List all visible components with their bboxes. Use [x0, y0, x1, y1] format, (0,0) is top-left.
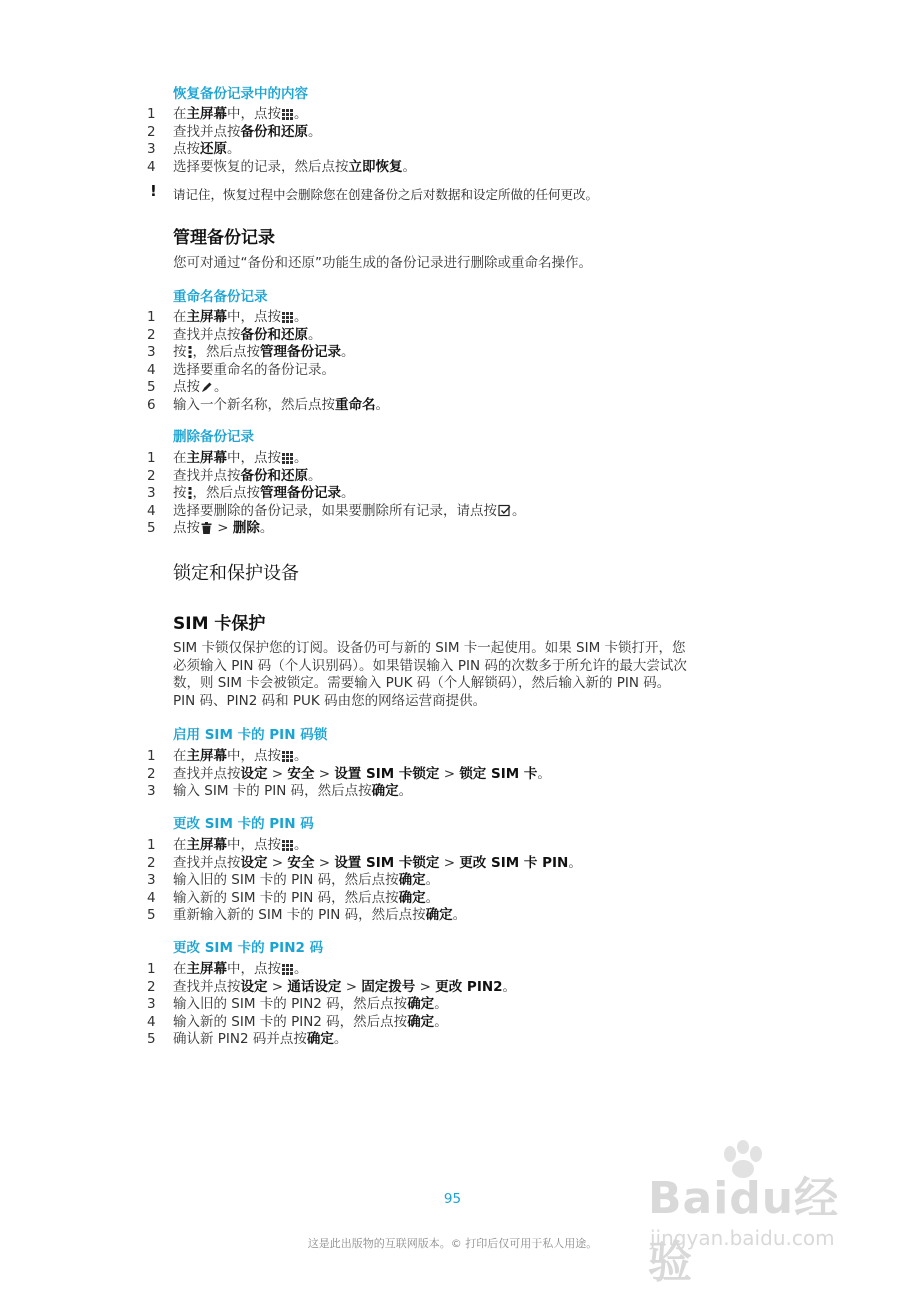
- step-text: >: [314, 765, 335, 782]
- step-bold-text: 备份和还原: [240, 326, 308, 343]
- step-number: 2: [147, 467, 156, 484]
- step-text: >: [415, 978, 436, 995]
- sim-protection-heading: SIM 卡保护: [173, 614, 266, 634]
- step-text: 在: [173, 450, 187, 466]
- step-text: 点按: [173, 379, 200, 395]
- step-text: 查找并点按: [173, 326, 241, 343]
- step-bold-text: 安全: [287, 854, 315, 871]
- step-bold-text: 确定: [398, 872, 426, 888]
- step-bold-text: 安全: [287, 765, 315, 782]
- step-bold-text: 确定: [407, 996, 435, 1012]
- step-text: 。: [425, 872, 440, 888]
- step-text: 中，点按: [227, 106, 281, 122]
- paragraph-line: 必须输入 PIN 码（个人识别码）。如果错误输入 PIN 码的次数多于所允许的最大尝试次: [173, 657, 687, 674]
- step-text: 。: [227, 141, 241, 157]
- page-number: 95: [443, 1191, 462, 1207]
- step-text: >: [439, 765, 460, 782]
- step-text: 。: [341, 485, 355, 501]
- step-number: 1: [147, 837, 156, 853]
- step-text: 。: [434, 1013, 448, 1030]
- step-text: 在: [173, 106, 187, 122]
- step-number: 1: [147, 450, 156, 466]
- step-text: 。: [425, 889, 440, 906]
- step-text: 。: [294, 961, 308, 977]
- enable-pin-heading: 启用 SIM 卡的 PIN 码锁: [173, 727, 328, 743]
- step-number: 4: [147, 502, 156, 519]
- step-number: 2: [147, 326, 156, 343]
- apps-grid-icon: [282, 751, 293, 762]
- step-number: 1: [147, 309, 156, 325]
- step-text: 查找并点按: [173, 854, 241, 871]
- menu-dots-icon: [188, 346, 192, 358]
- step-number: 5: [147, 907, 156, 923]
- step-text: >: [267, 765, 288, 782]
- paragraph-line: 数，则 SIM 卡会被锁定。需要输入 PUK 码（个人解锁码），然后输入新的 PIN 码。: [173, 675, 671, 691]
- manage-description: 您可对通过“备份和还原”功能生成的备份记录进行删除或重命名操作。: [173, 255, 592, 271]
- step-text: 。: [512, 502, 526, 519]
- step-number: 2: [147, 978, 156, 995]
- step-text: 在: [173, 961, 187, 977]
- restore-note: 请记住，恢复过程中会删除您在创建备份之后对数据和设定所做的任何更改。: [173, 187, 599, 202]
- step-bold-text: 确定: [371, 783, 399, 799]
- step-bold-text: 主屏幕: [186, 837, 227, 853]
- step-text: >: [314, 854, 335, 871]
- warning-icon: !: [150, 182, 157, 200]
- delete-heading: 删除备份记录: [173, 429, 254, 445]
- step-text: >: [439, 854, 460, 871]
- step-number: 1: [147, 106, 156, 122]
- step-bold-text: 锁定 SIM 卡: [459, 765, 538, 782]
- rename-heading: 重命名备份记录: [173, 289, 268, 305]
- step-text: 中，点按: [227, 837, 281, 853]
- step-text: >: [267, 978, 288, 995]
- step-text: 重新输入新的 SIM 卡的 PIN 码，然后点按: [173, 907, 426, 923]
- step-text: 。: [537, 765, 551, 782]
- step-bold-text: 确定: [398, 889, 426, 906]
- lock-protect-heading: 锁定和保护设备: [173, 563, 299, 584]
- step-text: 。: [452, 907, 467, 923]
- apps-grid-icon: [282, 840, 293, 851]
- step-number: 3: [147, 141, 156, 157]
- baidu-logo: Baidu经验: [648, 1173, 840, 1288]
- step-bold-text: 设置 SIM 卡锁定: [334, 765, 440, 782]
- step-text: 。: [259, 520, 274, 536]
- step-text: 按: [173, 344, 187, 360]
- step-bold-text: 设定: [240, 765, 268, 782]
- change-pin-heading: 更改 SIM 卡的 PIN 码: [173, 816, 314, 832]
- apps-grid-icon: [282, 453, 293, 464]
- step-number: 3: [147, 872, 156, 888]
- step-number: 5: [147, 379, 156, 395]
- step-text: 。: [294, 309, 308, 325]
- baidu-url: jingyan.baidu.com: [650, 1226, 835, 1250]
- step-text: 。: [341, 344, 355, 360]
- step-text: 在: [173, 309, 187, 325]
- step-bold-text: 固定拨号: [361, 978, 416, 995]
- step-bold-text: 管理备份记录: [260, 344, 341, 360]
- step-text: 输入 SIM 卡的 PIN 码，然后点按: [173, 783, 372, 799]
- sim-protection-paragraph: [173, 640, 773, 710]
- step-text: 在: [173, 837, 187, 853]
- step-text: 。: [308, 123, 322, 140]
- manage-heading: 管理备份记录: [173, 228, 275, 248]
- step-number: 2: [147, 123, 156, 140]
- step-bold-text: 设定: [240, 854, 268, 871]
- step-number: 4: [147, 158, 156, 175]
- step-text: 。: [294, 837, 308, 853]
- paragraph-line: SIM 卡锁仅保护您的订阅。设备仍可与新的 SIM 卡一起使用。如果 SIM 卡锁打开，您: [173, 640, 686, 656]
- step-text: 输入旧的 SIM 卡的 PIN2 码，然后点按: [173, 996, 408, 1012]
- step-text: 查找并点按: [173, 123, 241, 140]
- change-pin2-heading: 更改 SIM 卡的 PIN2 码: [173, 940, 324, 956]
- step-bold-text: 更改 PIN2: [435, 978, 503, 995]
- step-text: 。: [214, 379, 228, 395]
- step-text: 。: [294, 450, 308, 466]
- step-bold-text: 更改 SIM 卡 PIN: [459, 854, 569, 871]
- step-text: 查找并点按: [173, 765, 241, 782]
- step-text: 中，点按: [227, 450, 281, 466]
- step-text: 。: [434, 996, 448, 1012]
- step-number: 5: [147, 1031, 156, 1047]
- step-text: 点按: [173, 141, 200, 157]
- footer-note: 这是此出版物的互联网版本。© 打印后仅可用于私人用途。: [307, 1237, 598, 1250]
- step-text: 查找并点按: [173, 467, 241, 484]
- step-bold-text: 还原: [200, 141, 227, 157]
- step-text: 选择要删除的备份记录，如果要删除所有记录，请点按: [173, 502, 497, 519]
- step-bold-text: 重命名: [335, 396, 376, 413]
- step-number: 4: [147, 889, 156, 906]
- step-text: 选择要重命名的备份记录。: [173, 361, 335, 378]
- step-text: >: [267, 854, 288, 871]
- step-bold-text: 设置 SIM 卡锁定: [334, 854, 440, 871]
- step-bold-text: 主屏幕: [186, 309, 227, 325]
- step-bold-text: 主屏幕: [186, 106, 227, 122]
- step-text: 。: [398, 783, 413, 799]
- step-bold-text: 备份和还原: [240, 467, 308, 484]
- step-text: 查找并点按: [173, 978, 241, 995]
- step-text: 中，点按: [227, 748, 281, 764]
- restore-heading: 恢复备份记录中的内容: [173, 86, 308, 102]
- step-number: 3: [147, 485, 156, 501]
- step-number: 4: [147, 361, 156, 378]
- paragraph-line: PIN 码、PIN2 码和 PUK 码由您的网络运营商提供。: [173, 692, 487, 709]
- step-number: 3: [147, 344, 156, 360]
- step-text: 。: [333, 1031, 348, 1047]
- step-number: 1: [147, 961, 156, 977]
- step-text: 选择要恢复的记录，然后点按: [173, 158, 349, 175]
- step-number: 5: [147, 520, 156, 536]
- step-text: 中，点按: [227, 309, 281, 325]
- step-bold-text: 立即恢复: [348, 158, 403, 175]
- step-text: 输入一个新名称，然后点按: [173, 396, 335, 413]
- step-text: 输入新的 SIM 卡的 PIN2 码，然后点按: [173, 1013, 408, 1030]
- step-text: 确认新 PIN2 码并点按: [173, 1031, 307, 1047]
- apps-grid-icon: [282, 964, 293, 975]
- step-bold-text: 主屏幕: [186, 748, 227, 764]
- step-number: 1: [147, 748, 156, 764]
- step-bold-text: 通话设定: [287, 978, 342, 995]
- step-text: 。: [502, 978, 517, 995]
- step-text: 。: [402, 158, 416, 175]
- step-text: >: [341, 978, 362, 995]
- step-text: 输入新的 SIM 卡的 PIN 码，然后点按: [173, 889, 399, 906]
- trash-icon: [201, 522, 212, 534]
- step-text: 。: [294, 748, 308, 764]
- step-number: 3: [147, 996, 156, 1012]
- step-number: 6: [147, 396, 156, 413]
- step-text: 中，点按: [227, 961, 281, 977]
- step-text: 。: [308, 467, 322, 484]
- step-text: 在: [173, 748, 187, 764]
- step-bold-text: 主屏幕: [186, 961, 227, 977]
- step-text: >: [213, 520, 233, 536]
- step-text: 。: [308, 326, 322, 343]
- step-bold-text: 确定: [306, 1031, 334, 1047]
- step-bold-text: 确定: [407, 1013, 435, 1030]
- select-all-checkbox-icon: [498, 504, 511, 517]
- step-bold-text: 备份和还原: [240, 123, 308, 140]
- step-text: 。: [375, 396, 389, 413]
- apps-grid-icon: [282, 109, 293, 120]
- step-bold-text: 管理备份记录: [260, 485, 341, 501]
- step-text: 。: [568, 854, 582, 871]
- step-text: ，然后点按: [192, 344, 260, 360]
- step-text: ，然后点按: [192, 485, 260, 501]
- edit-pencil-icon: [201, 381, 213, 393]
- step-number: 2: [147, 854, 156, 871]
- step-text: 。: [294, 106, 308, 122]
- step-text: 点按: [173, 520, 200, 536]
- step-bold-text: 设定: [240, 978, 268, 995]
- step-number: 2: [147, 765, 156, 782]
- apps-grid-icon: [282, 312, 293, 323]
- step-number: 3: [147, 783, 156, 799]
- step-bold-text: 确定: [425, 907, 453, 923]
- menu-dots-icon: [188, 487, 192, 499]
- step-bold-text: 主屏幕: [186, 450, 227, 466]
- step-text: 输入旧的 SIM 卡的 PIN 码，然后点按: [173, 872, 399, 888]
- step-text: 按: [173, 485, 187, 501]
- step-number: 4: [147, 1013, 156, 1030]
- step-bold-text: 删除: [232, 520, 260, 536]
